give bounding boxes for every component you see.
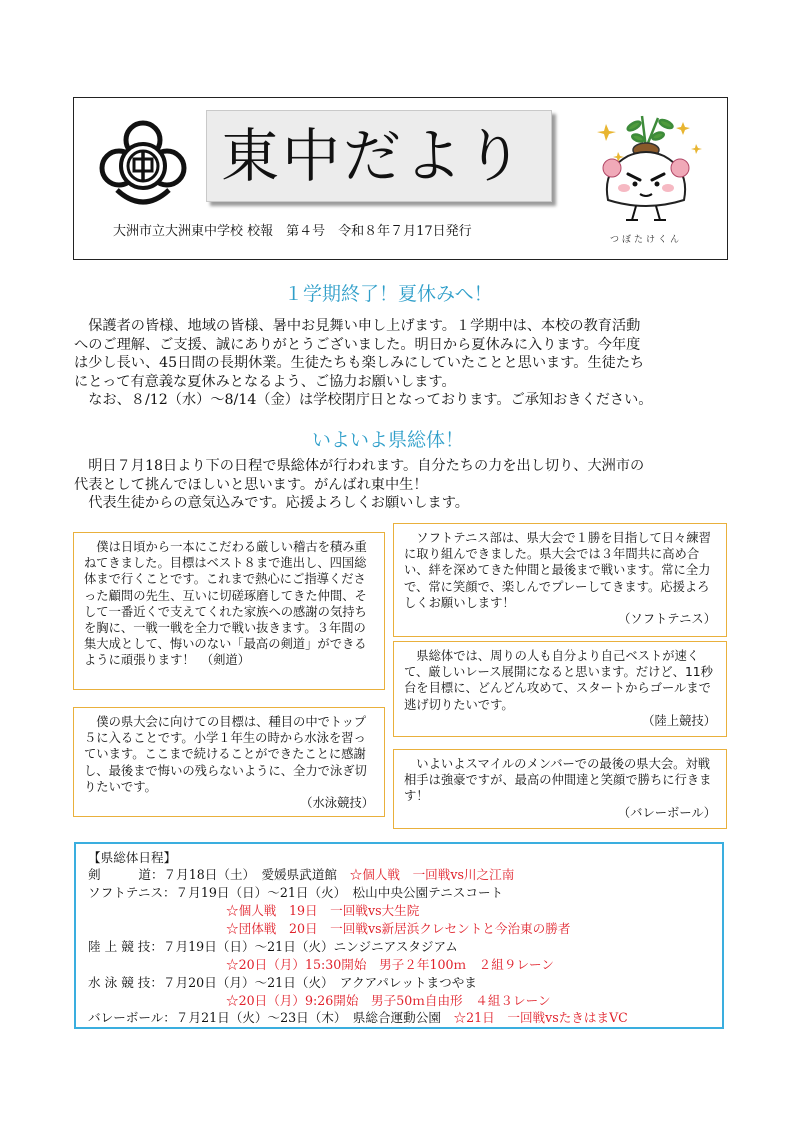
schedule-match-note: ☆21日 一回戦vsたきはまVC <box>453 1010 628 1025</box>
mascot-illustration <box>588 108 708 230</box>
section-heading-term-end: １学期終了！夏休みへ！ <box>284 283 493 305</box>
schedule-event-label: 陸 上 競 技： <box>88 939 163 954</box>
schedule-date-venue: ７月19日（日）～21日（火） 松山中央公園テニスコート <box>175 885 504 900</box>
meet-intro-paragraph <box>74 457 734 513</box>
meet-intro-line: 明日７月18日より下の日程で県総体が行われます。自分たちの力を出し切り、大洲市の <box>74 458 645 474</box>
message-text: 僕の県大会に向けての目標は、種目の中でトップ５に入ることです。小学１年生の時から水泳を習っています。ここまで続けることができたことに感謝し、最後まで悔いの残らないように、全力で泳ぎ切りたいです。 <box>84 715 367 794</box>
issue-info: 大洲市立大洲東中学校 校報 第４号 令和８年７月17日発行 <box>113 224 472 239</box>
schedule-date-venue: ７月18日（土） 愛媛県武道館 <box>163 867 338 882</box>
message-signature: （ソフトテニス） <box>618 612 716 627</box>
message-text: 僕は日頃から一本にこだわる厳しい稽古を積み重ねてきました。目標はベスト８まで進出し、四国総体まで行くことです。これまで熱心にご指導くださった顧問の先生、互いに切磋琢磨してきた仲間、そして一番近くで支えてくれた家族への感謝の気持ちを胸に、一戦一戦を全力で戦い抜きます。３年間の集大成として、悔いのない「最高の剣道」ができるように頑張ります！ （剣道） <box>84 540 367 668</box>
schedule-title: 【県総体日程】 <box>88 850 177 865</box>
greeting-line: にとって有意義な夏休みとなるよう、ご協力お願いします。 <box>74 373 456 390</box>
greeting-line: は少し長い、45日間の長期休業。生徒たちも楽しみにしていたことと思います。生徒たち <box>74 355 645 372</box>
message-text: いよいよスマイルのメンバーでの最後の県大会。対戦相手は強豪ですが、最高の仲間達と笑顔で勝ちに行きます！ <box>404 757 712 804</box>
school-emblem <box>97 118 189 210</box>
schedule-match-note: ☆20日（月）9:26開始 男子50ｍ自由形 ４組３レーン <box>226 993 551 1008</box>
message-box-volleyball <box>393 749 727 829</box>
schedule-date-venue: ７月20日（月）～21日（火） アクアパレットまつやま <box>162 975 477 990</box>
schedule-event-label: 剣 道： <box>88 867 164 882</box>
message-signature: （バレーボール） <box>617 805 716 820</box>
message-text: ソフトテニス部は、県大会で１勝を目指して日々練習に取り組んできました。県大会では３年間共に高め合い、絆を深めてきた仲間と最後まで戦います。常に全力で、常に笑顔で、楽しんでプレーしてきます。応援よろしくお願いします！ <box>404 531 711 610</box>
masthead-title-box <box>206 110 552 202</box>
message-signature: （水泳競技） <box>300 796 374 811</box>
schedule-date-venue: ７月21日（火）～23日（木） 県総合運動公園 <box>175 1010 441 1025</box>
schedule-row-track <box>88 939 458 955</box>
schedule-match-note: ☆20日（月）15:30開始 男子２年100ｍ ２組９レーン <box>226 957 554 972</box>
schedule-row-soft-tennis <box>88 885 503 901</box>
schedule-match-note: ☆個人戦 19日 一回戦vs大生院 <box>226 903 420 918</box>
message-box-swimming <box>73 707 385 817</box>
mascot-caption: つぼたけくん <box>610 235 683 245</box>
greeting-line: 保護者の皆様、地域の皆様、暑中お見舞い申し上げます。１学期中は、本校の教育活動 <box>74 318 641 334</box>
section-heading-prefectural-meet: いよいよ県総体！ <box>312 429 465 451</box>
message-text: 県総体では、周りの人も自分より自己ベストが速くて、厳しいレース展開になると思います。だけど、11秒台を目標に、どんどん攻めて、スタートからゴールまで逃げ切りたいです。 <box>404 649 713 712</box>
schedule-match-note: ☆団体戦 20日 一回戦vs新居浜クレセントと今治東の勝者 <box>226 921 571 936</box>
greeting-line: へのご理解、ご支援、誠にありがとうございました。明日から夏休みに入ります。今年度 <box>74 336 641 353</box>
meet-intro-line: 代表として挑んでほしいと思います。がんばれ東中生！ <box>74 476 428 493</box>
schedule-row-swimming <box>88 975 477 991</box>
message-signature: （陸上競技） <box>642 713 716 728</box>
masthead-title: 東中だより <box>221 122 527 190</box>
schedule-row-volleyball <box>88 1010 628 1026</box>
schedule-date-venue: ７月19日（日）～21日（火）ニンジニアスタジアム <box>162 939 458 954</box>
message-box-track <box>393 641 727 737</box>
message-box-kendo <box>73 532 385 690</box>
message-box-soft-tennis <box>393 523 727 637</box>
greeting-paragraph <box>74 317 734 410</box>
schedule-event-label: 水 泳 競 技： <box>88 975 163 990</box>
schedule-row-kendo <box>88 867 514 883</box>
schedule-match-note: ☆個人戦 一回戦vs川之江南 <box>349 867 515 882</box>
schedule-event-label: バレーボール： <box>88 1010 176 1025</box>
meet-intro-line: 代表生徒からの意気込みです。応援よろしくお願いします。 <box>74 495 469 512</box>
meet-schedule-box <box>74 842 724 1029</box>
greeting-line: なお、８/12（水）～8/14（金）は学校閉庁日となっております。ご承知おきください。 <box>74 392 653 409</box>
schedule-event-label: ソフトテニス： <box>88 885 176 900</box>
